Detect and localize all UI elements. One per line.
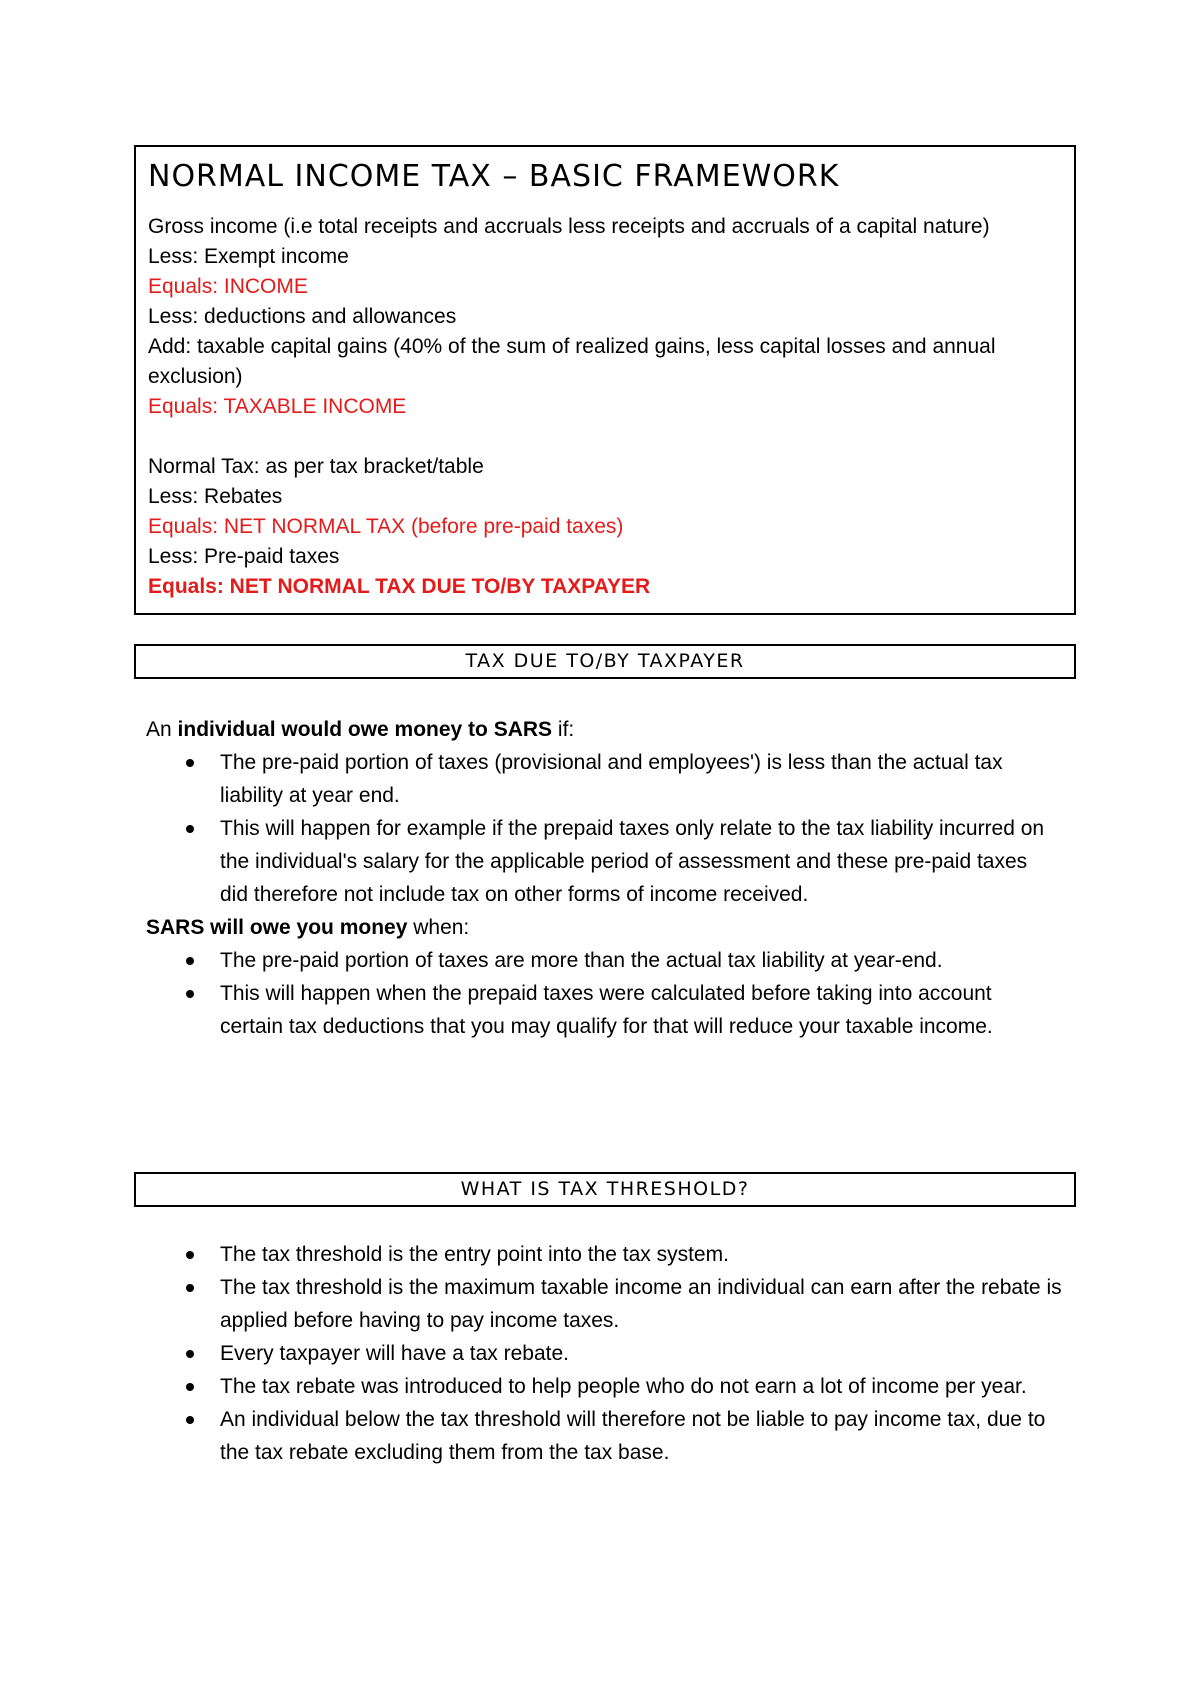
bullet-icon xyxy=(186,1284,194,1292)
tax-threshold-section xyxy=(146,1238,1076,1469)
bullet-text: The tax threshold is the maximum taxable income an individual can earn after the rebate is applied before having to pay income taxes. xyxy=(220,1276,1062,1332)
list-item xyxy=(146,1403,1070,1469)
list-item xyxy=(146,977,1050,1043)
framework-spacer xyxy=(148,422,1062,452)
sars-suffix: when: xyxy=(407,916,470,939)
framework-line-gross-income: Gross income (i.e total receipts and accruals less receipts and accruals of a capital nature) xyxy=(148,215,990,238)
owe-emphasis: individual would owe money to SARS xyxy=(177,718,553,741)
bullet-icon xyxy=(186,825,194,833)
bullet-text: The pre-paid portion of taxes (provisional and employees') is less than the actual tax liability at year end. xyxy=(220,751,1003,807)
bullet-icon xyxy=(186,1416,194,1424)
section-header-tax-due: TAX DUE TO/BY TAXPAYER xyxy=(134,644,1076,679)
list-item xyxy=(146,746,1050,812)
framework-box xyxy=(134,145,1076,615)
list-item xyxy=(146,1370,1070,1403)
list-item xyxy=(146,944,1050,977)
framework-line-rebates: Less: Rebates xyxy=(148,485,283,508)
framework-line-capital-gains: Add: taxable capital gains (40% of the sum of realized gains, less capital losses and annual exclusion) xyxy=(148,335,996,388)
framework-line-prepaid-taxes: Less: Pre-paid taxes xyxy=(148,545,340,568)
bullet-icon xyxy=(186,1350,194,1358)
list-item xyxy=(146,1337,1070,1370)
bullet-icon xyxy=(186,957,194,965)
owe-intro xyxy=(146,713,1076,746)
owe-prefix: An xyxy=(146,718,178,741)
framework-line-taxable-income: Equals: TAXABLE INCOME xyxy=(148,395,407,418)
sars-bullet-list xyxy=(146,944,1076,1043)
framework-title: NORMAL INCOME TAX – BASIC FRAMEWORK xyxy=(148,159,840,194)
list-item xyxy=(146,1238,1070,1271)
section-header-tax-threshold: WHAT IS TAX THRESHOLD? xyxy=(134,1172,1076,1207)
bullet-text: The pre-paid portion of taxes are more than the actual tax liability at year-end. xyxy=(220,949,943,972)
framework-line-normal-tax: Normal Tax: as per tax bracket/table xyxy=(148,455,484,478)
bullet-text: This will happen for example if the prepaid taxes only relate to the tax liability incurred on the individual's salary for the applicable period of assessment and these pre-paid taxes did therefore not include tax on other forms of income received. xyxy=(220,817,1045,906)
framework-line-exempt-income: Less: Exempt income xyxy=(148,245,349,268)
bullet-text: The tax threshold is the entry point into the tax system. xyxy=(220,1243,729,1266)
framework-line-net-normal-tax: Equals: NET NORMAL TAX (before pre-paid taxes) xyxy=(148,515,624,538)
framework-line-net-tax-due: Equals: NET NORMAL TAX DUE TO/BY TAXPAYER xyxy=(148,575,651,598)
sars-intro xyxy=(146,911,1076,944)
list-item xyxy=(146,1271,1070,1337)
bullet-icon xyxy=(186,1251,194,1259)
bullet-icon xyxy=(186,990,194,998)
tax-due-section xyxy=(146,713,1076,1043)
owe-suffix: if: xyxy=(552,718,575,741)
framework-line-deductions: Less: deductions and allowances xyxy=(148,305,457,328)
owe-bullet-list xyxy=(146,746,1076,911)
framework-line-income: Equals: INCOME xyxy=(148,275,308,298)
bullet-text: An individual below the tax threshold will therefore not be liable to pay income tax, due to the tax rebate excluding them from the tax base. xyxy=(220,1408,1046,1464)
threshold-bullet-list xyxy=(146,1238,1076,1469)
sars-emphasis: SARS will owe you money xyxy=(146,916,408,939)
bullet-text: This will happen when the prepaid taxes were calculated before taking into account certain tax deductions that you may qualify for that will reduce your taxable income. xyxy=(220,982,993,1038)
bullet-icon xyxy=(186,759,194,767)
bullet-icon xyxy=(186,1383,194,1391)
bullet-text: Every taxpayer will have a tax rebate. xyxy=(220,1342,570,1365)
list-item xyxy=(146,812,1050,911)
bullet-text: The tax rebate was introduced to help people who do not earn a lot of income per year. xyxy=(220,1375,1027,1398)
